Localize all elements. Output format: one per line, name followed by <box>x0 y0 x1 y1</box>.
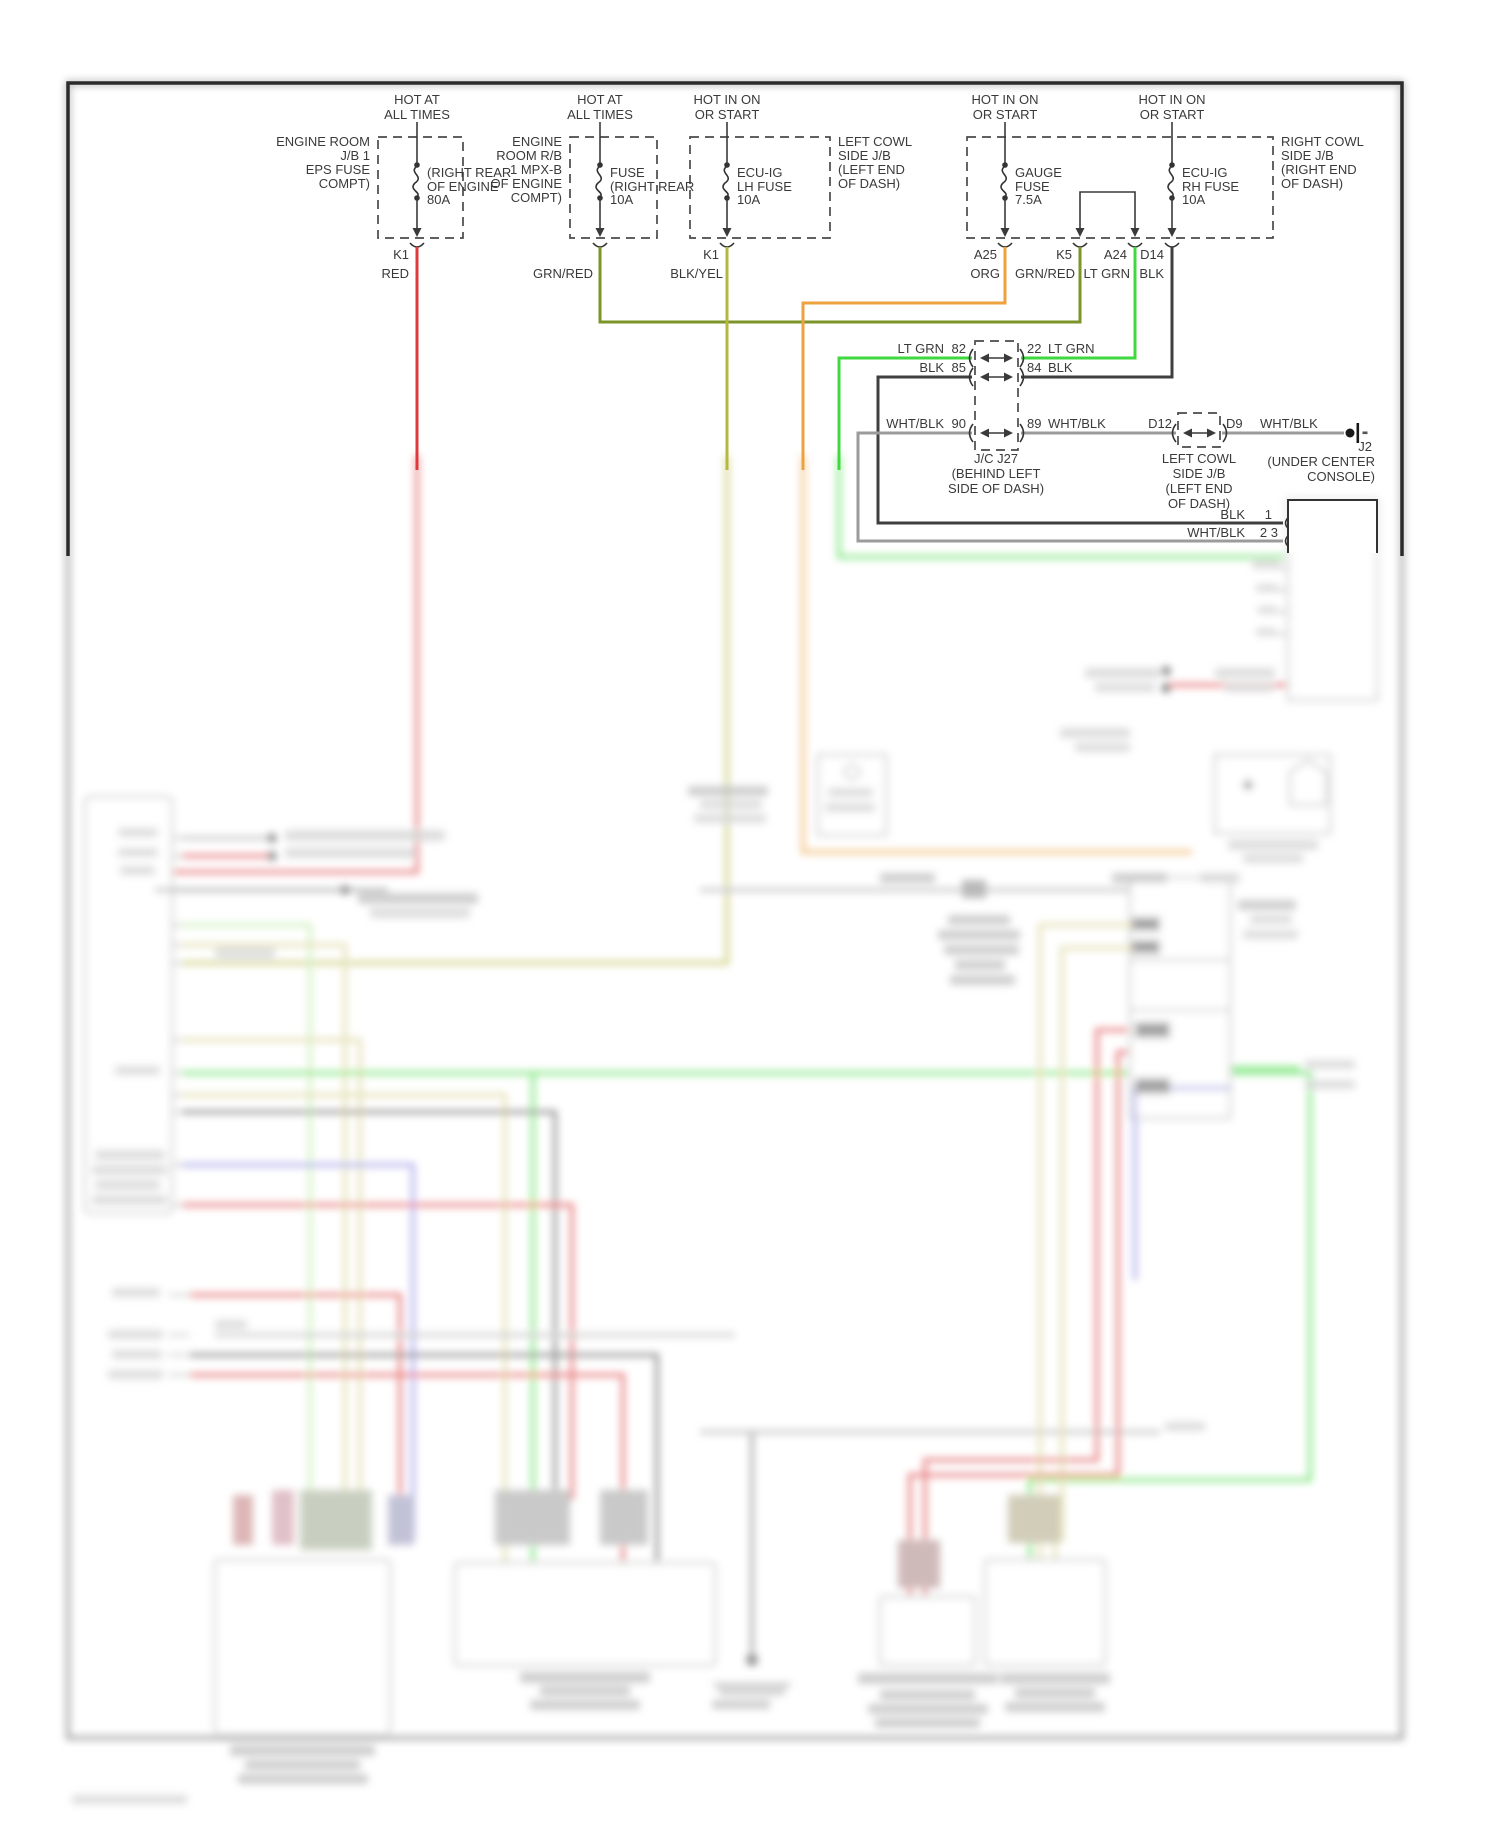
jb-location-label: RIGHT COWL SIDE J/B (RIGHT END OF DASH) <box>1281 134 1364 191</box>
wire-color-label: BLK <box>919 360 944 375</box>
fuse-icon <box>1168 166 1173 197</box>
arrow-down-icon <box>1001 228 1010 237</box>
fuse-label: ECU-IG LH FUSE 10A <box>737 165 792 207</box>
wire-color-label: LT GRN <box>1083 266 1130 281</box>
wire-color-label: WHT/BLK <box>886 416 944 431</box>
connector-icon <box>593 243 607 247</box>
terminal-label: D14 <box>1140 247 1164 262</box>
power-header: HOT IN ON OR START <box>693 92 761 122</box>
pin-label: 1 <box>1264 507 1272 522</box>
jb-location-label: LEFT COWL SIDE J/B (LEFT END OF DASH) <box>838 134 913 191</box>
pin-label: 90 <box>951 416 966 431</box>
connector-icon <box>410 243 424 247</box>
pin-label: 2 3 <box>1259 525 1278 540</box>
j2-location-label: (UNDER CENTER CONSOLE) <box>1267 454 1375 484</box>
j27-name-label: J/C J27 (BEHIND LEFT SIDE OF DASH) <box>947 451 1045 496</box>
fuse-icon <box>723 166 728 197</box>
pin-label: 85 <box>951 360 966 375</box>
j27-row-blk <box>919 360 1072 386</box>
jc-j27 <box>886 341 1106 496</box>
fuse-column-ecu-ig-lh <box>670 92 912 281</box>
wire-color-label: BLK <box>1048 360 1073 375</box>
pin-label: D12 <box>1148 416 1172 431</box>
blurred-diagram-region <box>68 83 1402 1804</box>
wire-color-label: RED <box>381 266 409 281</box>
fuse-icon <box>1001 166 1006 197</box>
terminal-label: A25 <box>973 247 997 262</box>
connector-icon <box>1165 243 1179 247</box>
pin-label: 82 <box>951 341 966 356</box>
wire-color-label: WHT/BLK <box>1187 525 1245 540</box>
j27-row-whtblk <box>886 416 1106 442</box>
arrow-down-icon <box>1168 228 1177 237</box>
connector-icon <box>1073 243 1087 247</box>
terminal-label: K1 <box>703 247 719 262</box>
lcjb-location-label: LEFT COWL SIDE J/B (LEFT END OF DASH) <box>1161 451 1237 511</box>
power-header: HOT IN ON OR START <box>1138 92 1206 122</box>
fuse-icon <box>596 166 601 197</box>
fuse-label: GAUGE FUSE 7.5A <box>1015 165 1062 207</box>
pin-label: 89 <box>1027 416 1042 431</box>
wire-color-label: LT GRN <box>1048 341 1095 356</box>
left-cowl-jb-d12-box <box>1178 413 1220 447</box>
fuse-column-mpx <box>490 92 694 281</box>
wire-color-label: WHT/BLK <box>1260 416 1318 431</box>
connector-icon <box>998 243 1012 247</box>
module-box <box>1288 500 1377 553</box>
wire-color-label: WHT/BLK <box>1048 416 1106 431</box>
sharp-diagram-region <box>68 83 1402 556</box>
wire-color-label: ORG <box>970 266 1000 281</box>
arrow-down-icon <box>1131 228 1140 237</box>
wire-color-label: BLK/YEL <box>670 266 723 281</box>
power-header: HOT AT ALL TIMES <box>384 92 450 122</box>
arrow-down-icon <box>413 228 422 237</box>
arrow-down-icon <box>1076 228 1085 237</box>
fuse-label: ECU-IG RH FUSE 10A <box>1182 165 1240 207</box>
power-header: HOT IN ON OR START <box>971 92 1039 122</box>
wire-color-label: BLK <box>1220 507 1245 522</box>
connector-icon <box>720 243 734 247</box>
wire-color-label: LT GRN <box>897 341 944 356</box>
jb-location-label: ENGINE ROOM R/B 1 MPX-B OF ENGINE COMPT) <box>490 134 562 205</box>
pin-label: D9 <box>1226 416 1243 431</box>
arrow-down-icon <box>723 228 732 237</box>
wire-color-label: GRN/RED <box>1015 266 1075 281</box>
fuse-column-gauge <box>970 92 1062 281</box>
splice-dot-icon <box>1346 429 1355 438</box>
terminal-label: K1 <box>393 247 409 262</box>
arrow-down-icon <box>596 228 605 237</box>
fuse-label: (RIGHT REAR OF ENGINE 80A <box>427 165 512 207</box>
jb-location-label: ENGINE ROOM J/B 1 EPS FUSE COMPT) <box>276 134 370 191</box>
fuse-column-eps <box>276 92 511 281</box>
wire-color-label: GRN/RED <box>533 266 593 281</box>
fuse-label: FUSE (RIGHT REAR 10A <box>610 165 695 207</box>
terminal-label: A24 <box>1103 247 1127 262</box>
pin-label: 84 <box>1027 360 1042 375</box>
fuse-icon <box>413 166 418 197</box>
power-header: HOT AT ALL TIMES <box>567 92 633 122</box>
terminal-label: K5 <box>1056 247 1072 262</box>
wire-color-label: BLK <box>1139 266 1164 281</box>
j2-label: J2 <box>1358 439 1372 454</box>
pin-label: 22 <box>1027 341 1042 356</box>
